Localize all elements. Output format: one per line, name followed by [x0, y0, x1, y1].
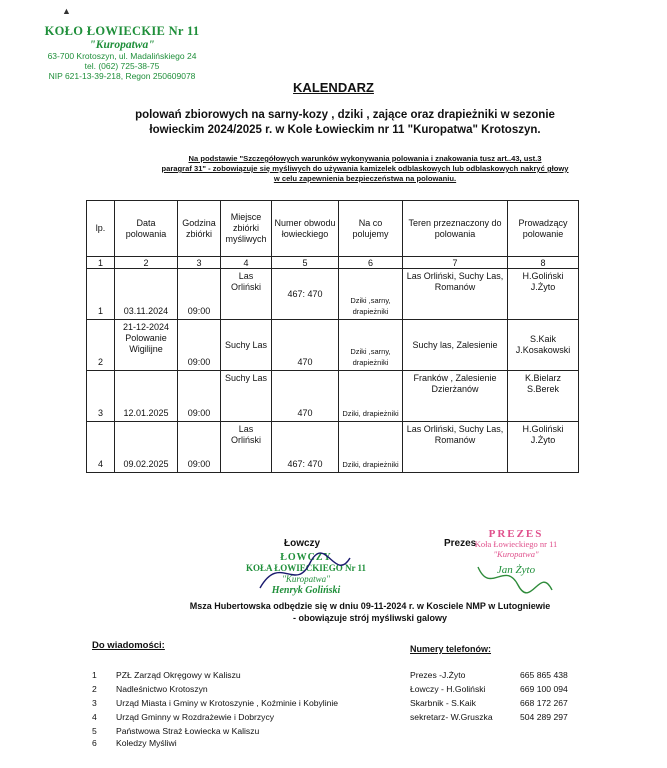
cell-time: 09:00 — [178, 371, 221, 422]
col-number: 1 — [87, 257, 115, 269]
col-number: 5 — [272, 257, 339, 269]
cell-date: 03.11.2024 — [115, 269, 178, 320]
cell-time: 09:00 — [178, 422, 221, 473]
header-obwod: Numer obwodu łowieckiego — [272, 201, 339, 257]
cell-game: Dziki ,sarny, drapieżniki — [339, 320, 403, 371]
cell-lp: 4 — [87, 422, 115, 473]
cell-game: Dziki, drapieżniki — [339, 422, 403, 473]
safety-note — [145, 154, 585, 184]
cell-date: 09.02.2025 — [115, 422, 178, 473]
table-header-row — [87, 201, 579, 257]
col-number: 6 — [339, 257, 403, 269]
list-item — [92, 670, 241, 680]
header-game: Na co polujemy — [339, 201, 403, 257]
cell-lp: 1 — [87, 269, 115, 320]
cell-place: Las Orliński — [221, 422, 272, 473]
table-row — [87, 422, 579, 473]
prezes-stamp-line-3: "Kuropatwa" — [493, 549, 539, 559]
cell-game: Dziki, drapieżniki — [339, 371, 403, 422]
cell-teren: Suchy las, Zalesienie — [403, 320, 508, 371]
recipients-title: Do wiadomości: — [92, 640, 165, 651]
phone-number: 668 172 267 — [520, 698, 568, 708]
header-date: Data polowania — [115, 201, 178, 257]
lowczy-stamp-line-3: "Kuropatwa" — [282, 574, 330, 584]
cell-obwod: 467: 470 — [272, 269, 339, 320]
list-number: 6 — [92, 738, 97, 748]
prezes-stamp-line-1: PREZES — [488, 528, 544, 540]
cell-obwod: 470 — [272, 371, 339, 422]
stamp-club-nickname: "Kuropatwa" — [89, 39, 155, 51]
list-number: 4 — [92, 712, 97, 722]
club-header-stamp — [22, 24, 222, 81]
lowczy-title: Łowczy — [284, 538, 321, 549]
list-text: Urząd Gminny w Rozdrażewie i Dobrzycy — [116, 712, 275, 722]
phone-number: 669 100 094 — [520, 684, 568, 694]
subtitle-line-2: łowieckim 2024/2025 r. w Kole Łowieckim nr 11 "Kuropatwa" Krotoszyn. — [149, 124, 541, 136]
table-row — [87, 371, 579, 422]
phone-person: Prezes -J.Żyto — [410, 670, 466, 680]
list-item — [92, 698, 338, 708]
phone-row — [410, 712, 568, 722]
lowczy-signature-icon — [250, 548, 360, 598]
phone-person: Łowczy - H.Goliński — [410, 684, 486, 694]
stamp-club-name: KOŁO ŁOWIECKIE Nr 11 — [44, 24, 200, 38]
table-row — [87, 269, 579, 320]
phones-title: Numery telefonów: — [410, 644, 492, 654]
list-item — [92, 684, 208, 694]
mass-line-1: Msza Hubertowska odbędzie się w dniu 09-11-2024 r. w Kosciele NMP w Lutogniewie — [189, 601, 551, 611]
note-line-1: Na podstawie "Szczegółowych warunków wykonywania polowania i znakowania tusz art..43, ust.3 — [188, 154, 542, 163]
document-subtitle — [120, 108, 570, 138]
header-lead: Prowadzący polowanie — [508, 201, 579, 257]
lowczy-stamp-line-2: KOŁA ŁOWIECKIEGO Nr 11 — [245, 563, 367, 573]
stamp-nip-regon: NIP 621-13-39-218, Regon 250609078 — [48, 71, 196, 81]
list-text: Nadleśnictwo Krotoszyn — [116, 684, 208, 694]
phone-number: 665 865 438 — [520, 670, 568, 680]
cell-lead: H.Goliński J.Żyto — [508, 422, 579, 473]
list-number: 2 — [92, 684, 97, 694]
list-item — [92, 738, 177, 748]
cell-obwod: 467: 470 — [272, 422, 339, 473]
stamp-address: 63-700 Krotoszyn, ul. Madalińskiego 24 — [47, 51, 197, 61]
cell-place: Suchy Las — [221, 320, 272, 371]
cell-lead: K.Bielarz S.Berek — [508, 371, 579, 422]
list-item — [92, 726, 259, 736]
cell-teren: Franków , Zalesienie Dzierżanów — [403, 371, 508, 422]
list-text: PZŁ Zarząd Okręgowy w Kaliszu — [116, 670, 241, 680]
col-number: 4 — [221, 257, 272, 269]
cell-place: Suchy Las — [221, 371, 272, 422]
cell-time: 09:00 — [178, 269, 221, 320]
header-place: Miejsce zbiórki myśliwych — [221, 201, 272, 257]
document-title: KALENDARZ — [293, 80, 374, 95]
lowczy-name: Henryk Goliński — [271, 585, 341, 596]
cell-game: Dziki ,sarny, drapieżniki — [339, 269, 403, 320]
phone-person: sekretarz- W.Gruszka — [410, 712, 493, 722]
stamp-phone: tel. (062) 725-38-75 — [84, 61, 160, 71]
cell-obwod: 470 — [272, 320, 339, 371]
list-text: Państwowa Straż Łowiecka w Kaliszu — [116, 726, 260, 736]
table-row — [87, 320, 579, 371]
list-item — [92, 712, 274, 722]
header-teren: Teren przeznaczony do polowania — [403, 201, 508, 257]
prezes-signature-icon — [470, 555, 560, 600]
cell-place: Las Orliński — [221, 269, 272, 320]
prezes-stamp-line-2: Koła Łowieckiego nr 11 — [474, 539, 558, 549]
phone-person: Skarbnik - S.Kaik — [410, 698, 476, 708]
prezes-title: Prezes — [444, 538, 477, 549]
mass-announcement — [150, 600, 590, 624]
list-text: Urząd Miasta i Gminy w Krotoszynie , Koźminie i Kobylinie — [116, 698, 339, 708]
col-number: 7 — [403, 257, 508, 269]
cell-time: 09:00 — [178, 320, 221, 371]
cell-lp: 3 — [87, 371, 115, 422]
cell-lead: H.Goliński J.Żyto — [508, 269, 579, 320]
note-line-3: w celu zapewnienia bezpieczeństwa na polowaniu. — [273, 174, 457, 183]
phone-row — [410, 698, 568, 708]
cell-lead: S.Kaik J.Kosakowski — [508, 320, 579, 371]
corner-mark: ▲ — [62, 6, 71, 16]
header-lp: lp. — [87, 201, 115, 257]
cell-lp: 2 — [87, 320, 115, 371]
cell-date: 21-12-2024 Polowanie Wigilijne — [115, 320, 178, 371]
phone-row — [410, 670, 568, 680]
hunt-calendar-table — [86, 200, 579, 473]
list-number: 5 — [92, 726, 97, 736]
col-number: 2 — [115, 257, 178, 269]
subtitle-line-1: polowań zbiorowych na sarny-kozy , dziki , zające oraz drapieżniki w sezonie — [135, 109, 555, 121]
lowczy-stamp-line-1: ŁOWCZY — [280, 552, 332, 563]
mass-line-2: - obowiązuje strój myśliwski galowy — [292, 613, 448, 623]
header-time: Godzina zbiórki — [178, 201, 221, 257]
col-number: 3 — [178, 257, 221, 269]
cell-date: 12.01.2025 — [115, 371, 178, 422]
table-number-row — [87, 257, 579, 269]
list-number: 3 — [92, 698, 97, 708]
list-number: 1 — [92, 670, 97, 680]
cell-teren: Las Orliński, Suchy Las, Romanów — [403, 269, 508, 320]
note-line-2: paragraf 31" - zobowiązuje się myśliwych do używania kamizelek odblaskowych lub odblaskowych nakryć głowy — [161, 164, 569, 173]
phone-number: 504 289 297 — [520, 712, 568, 722]
col-number: 8 — [508, 257, 579, 269]
phone-row — [410, 684, 568, 694]
list-text: Koledzy Myśliwi — [116, 738, 177, 748]
cell-teren: Las Orliński, Suchy Las, Romanów — [403, 422, 508, 473]
prezes-sign: Jan Żyto — [496, 564, 536, 576]
